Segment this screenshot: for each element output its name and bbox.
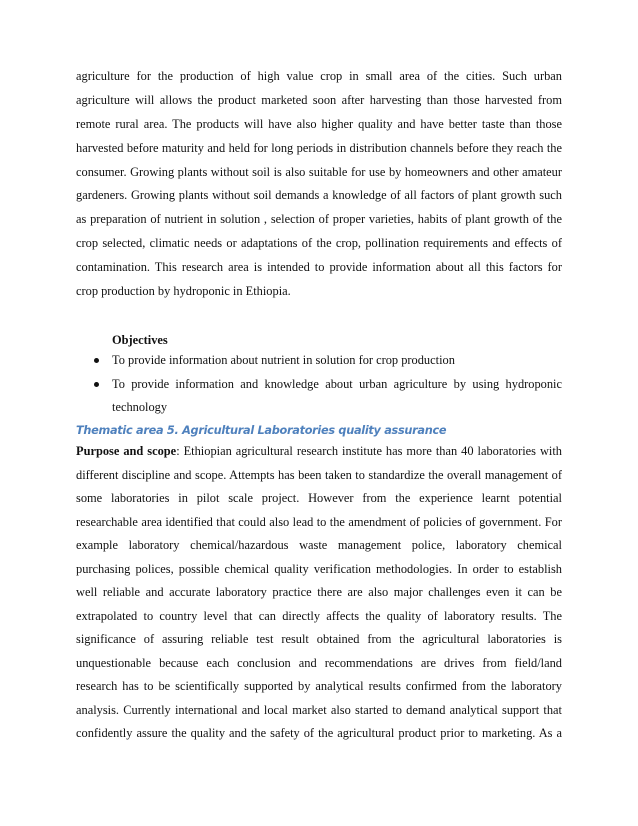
thematic-area-heading: Thematic area 5. Agricultural Laboratories quality assurance <box>76 424 447 437</box>
paragraph-line: as preparation of nutrient in solution , selection of proper varieties, habits of plant growth of the <box>76 212 562 227</box>
objective-text: To provide information and knowledge about urban agriculture by using hydroponic <box>112 376 562 391</box>
paragraph-line: well reliable and accurate laboratory practice there are also major challenges even it can be <box>76 585 562 599</box>
paragraph-line: extrapolated to country level that can directly affects the quality of laboratory results. The <box>76 608 562 623</box>
objective-item <box>76 373 562 420</box>
objectives-list <box>76 349 562 420</box>
paragraph-line: remote rural area. The products will have also higher quality and have better taste than those <box>76 116 562 131</box>
paragraph-line: contamination. This research area is intended to provide information about all this factors for <box>76 260 562 275</box>
paragraph-line: different discipline and scope. Attempts has been taken to standardize the overall management of <box>76 467 562 482</box>
paragraph-line <box>76 440 562 464</box>
paragraph-line: researchable area identified that could also lead to the amendment of policies of government. For <box>76 514 562 529</box>
paragraph-line: agriculture for the production of high value crop in small area of the cities. Such urban <box>76 69 562 83</box>
objectives-heading: Objectives <box>112 333 168 347</box>
objective-text: To provide information about nutrient in solution for crop production <box>112 353 455 367</box>
paragraph-line: example laboratory chemical/hazardous waste management police, laboratory chemical <box>76 538 562 552</box>
paragraph-purpose-scope <box>76 440 562 746</box>
paragraph-line: consumer. Growing plants without soil is also suitable for use by homeowners and other amateur <box>76 164 562 179</box>
bullet-icon <box>94 382 99 387</box>
paragraph-line: analysis. Currently international and local market also started to demand analytical support that <box>76 702 562 717</box>
paragraph-line: harvested before maturity and held for long periods in distribution channels before they reach the <box>76 140 562 155</box>
objective-text: technology <box>112 400 168 414</box>
paragraph-line: significance of assuring reliable test result obtained from the agricultural laboratories is <box>76 632 562 646</box>
paragraph-line: confidently assure the quality and the safety of the agricultural product prior to marketing. As a <box>76 726 562 740</box>
paragraph-hydroponics <box>76 65 562 304</box>
paragraph-line: crop production by hydroponic in Ethiopia. <box>76 284 291 299</box>
bullet-icon <box>94 358 99 363</box>
paragraph-line: gardeners. Growing plants without soil demands a knowledge of all factors of plant growth such <box>76 188 562 203</box>
purpose-scope-label: Purpose and scope <box>76 444 177 458</box>
paragraph-line-rest: : Ethiopian agricultural research institute has more than 40 laboratories with <box>176 444 562 458</box>
paragraph-line: agriculture will allows the product marketed soon after harvesting than those harvested from <box>76 92 562 107</box>
paragraph-line: unquestionable because each conclusion and recommendations are drives from field/land <box>76 655 562 670</box>
paragraph-line: purchasing polices, possible chemical quality verification methodologies. In order to establish <box>76 561 562 576</box>
objective-item <box>76 349 562 373</box>
paragraph-line: crop selected, climatic needs or adaptations of the crop, pollination requirements and effects of <box>76 236 562 251</box>
paragraph-line: research has to be scientifically supported by analytical results confirmed from the laboratory <box>76 679 562 693</box>
paragraph-line: some laboratories in pilot scale project. However from the experience learnt potential <box>76 491 562 505</box>
